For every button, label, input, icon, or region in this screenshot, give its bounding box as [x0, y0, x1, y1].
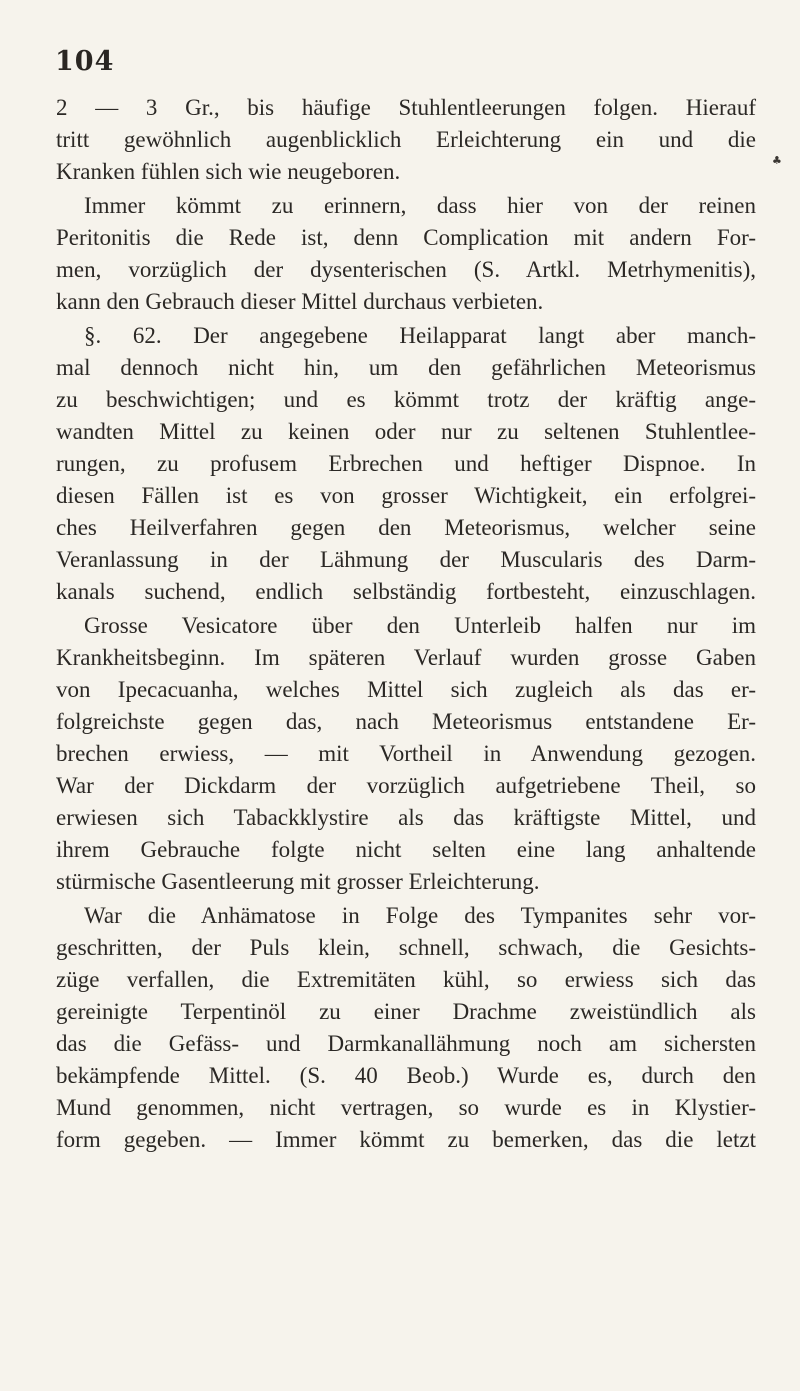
- text-line: War der Dickdarm der vorzüglich aufgetriebene Theil, so: [56, 773, 756, 798]
- text-line: stürmische Gasentleerung mit grosser Erleichterung.: [56, 869, 540, 894]
- text-line: Veranlassung in der Lähmung der Muscularis des Darm-: [56, 547, 756, 572]
- text-line: tritt gewöhnlich augenblicklich Erleichterung ein und die: [56, 127, 756, 152]
- text-line: geschritten, der Puls klein, schnell, schwach, die Gesichts-: [56, 935, 756, 960]
- text-line: Peritonitis die Rede ist, denn Complication mit andern For-: [56, 225, 756, 250]
- text-line: men, vorzüglich der dysenterischen (S. Artkl. Metrhymenitis),: [56, 257, 756, 282]
- text-line: ches Heilverfahren gegen den Meteorismus, welcher seine: [56, 515, 756, 540]
- text-line: Grosse Vesicatore über den Unterleib halfen nur im: [84, 613, 756, 638]
- text-line: kanals suchend, endlich selbständig fortbesteht, einzuschlagen.: [56, 579, 756, 604]
- text-line: Kranken fühlen sich wie neugeboren.: [56, 159, 401, 184]
- text-line: mal dennoch nicht hin, um den gefährlichen Meteorismus: [56, 355, 756, 380]
- text-line: von Ipecacuanha, welches Mittel sich zugleich als das er-: [56, 677, 756, 702]
- text-line: 2 — 3 Gr., bis häufige Stuhlentleerungen folgen. Hierauf: [56, 95, 756, 120]
- text-line: folgreichste gegen das, nach Meteorismus entstandene Er-: [56, 709, 756, 734]
- text-line: Krankheitsbeginn. Im späteren Verlauf wurden grosse Gaben: [56, 645, 756, 670]
- page-number: 104: [55, 46, 115, 77]
- margin-mark: ♣: [772, 154, 782, 167]
- text-line: brechen erwiess, — mit Vortheil in Anwendung gezogen.: [56, 741, 756, 766]
- text-line: Immer kömmt zu erinnern, dass hier von der reinen: [84, 193, 756, 218]
- text-line: ihrem Gebrauche folgte nicht selten eine lang anhaltende: [56, 837, 756, 862]
- text-line: gereinigte Terpentinöl zu einer Drachme zweistündlich als: [56, 999, 756, 1024]
- text-line: kann den Gebrauch dieser Mittel durchaus verbieten.: [56, 289, 544, 314]
- text-line: War die Anhämatose in Folge des Tympanites sehr vor-: [84, 903, 756, 928]
- text-line: diesen Fällen ist es von grosser Wichtigkeit, ein erfolgrei-: [56, 483, 756, 508]
- text-line: das die Gefäss- und Darmkanallähmung noch am sichersten: [56, 1031, 756, 1056]
- text-line: wandten Mittel zu keinen oder nur zu seltenen Stuhlentlee-: [56, 419, 756, 444]
- text-line: rungen, zu profusem Erbrechen und heftiger Dispnoe. In: [56, 451, 756, 476]
- text-line: erwiesen sich Tabackklystire als das kräftigste Mittel, und: [56, 805, 756, 830]
- text-line: Mund genommen, nicht vertragen, so wurde es in Klystier-: [56, 1095, 756, 1120]
- text-line: zu beschwichtigen; und es kömmt trotz der kräftig ange-: [56, 387, 756, 412]
- text-line: bekämpfende Mittel. (S. 40 Beob.) Wurde es, durch den: [56, 1063, 756, 1088]
- text-line: form gegeben. — Immer kömmt zu bemerken, das die letzt: [56, 1127, 756, 1152]
- text-line: züge verfallen, die Extremitäten kühl, so erwiess sich das: [56, 967, 756, 992]
- text-line: §. 62. Der angegebene Heilapparat langt aber manch-: [84, 323, 756, 348]
